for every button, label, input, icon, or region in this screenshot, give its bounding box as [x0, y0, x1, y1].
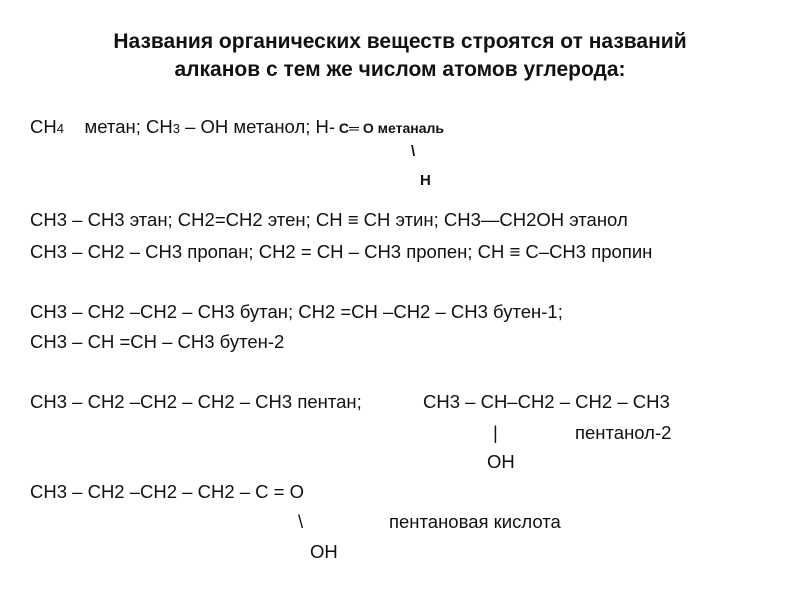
acid-oh: OH — [310, 541, 338, 562]
row-pentane: CH3 – CH2 –CH2 – CH2 – CH3 пентан; — [30, 391, 362, 412]
slide-title — [100, 28, 700, 84]
methanol-rest: – OH метанол; H- — [179, 116, 336, 137]
pentanol-oh: OH — [487, 451, 515, 472]
title-line-2: алканов с тем же числом атомов углерода: — [174, 58, 626, 81]
pentanol-2-name: пентанол-2 — [575, 422, 672, 443]
row-pentanoic-acid: CH3 – CH2 –CH2 – CH2 – C = O — [30, 481, 305, 502]
row-butane: CH3 – CH2 –CH2 – CH3 бутан; CH2 =CH –CH2 – CH3 бутен-1; — [30, 301, 563, 322]
row-methane — [30, 116, 444, 140]
row-ethane: CH3 – CH3 этан; CH2=CH2 этен; CH ≡ CH этин; CH3—CH2OH этанол — [30, 209, 628, 230]
acid-bond-slash: \ — [298, 511, 304, 532]
pentanol-2-formula: CH3 – CH–CH2 – CH2 – CH3 — [423, 391, 670, 412]
methane-formula: CH — [30, 116, 57, 137]
methanal-h: H — [420, 172, 431, 189]
methane-subscript: 4 — [56, 121, 64, 136]
methanal-bond-slash: \ — [411, 143, 416, 160]
methanol-subscript: 3 — [172, 121, 180, 136]
row-butene-2: CH3 – CH =CH – CH3 бутен-2 — [30, 331, 285, 352]
pentanoic-acid-name: пентановая кислота — [389, 511, 561, 532]
row-propane: CH3 – CH2 – CH3 пропан; CH2 = CH – CH3 пропен; CH ≡ C–CH3 пропин — [30, 241, 653, 262]
title-line-1: Названия органических веществ строятся от названий — [113, 30, 687, 53]
pentanol-bond-bar: | — [493, 422, 498, 443]
methanol-text: метан; CH — [84, 116, 173, 137]
methanal-text: C═ O метаналь — [335, 120, 444, 136]
